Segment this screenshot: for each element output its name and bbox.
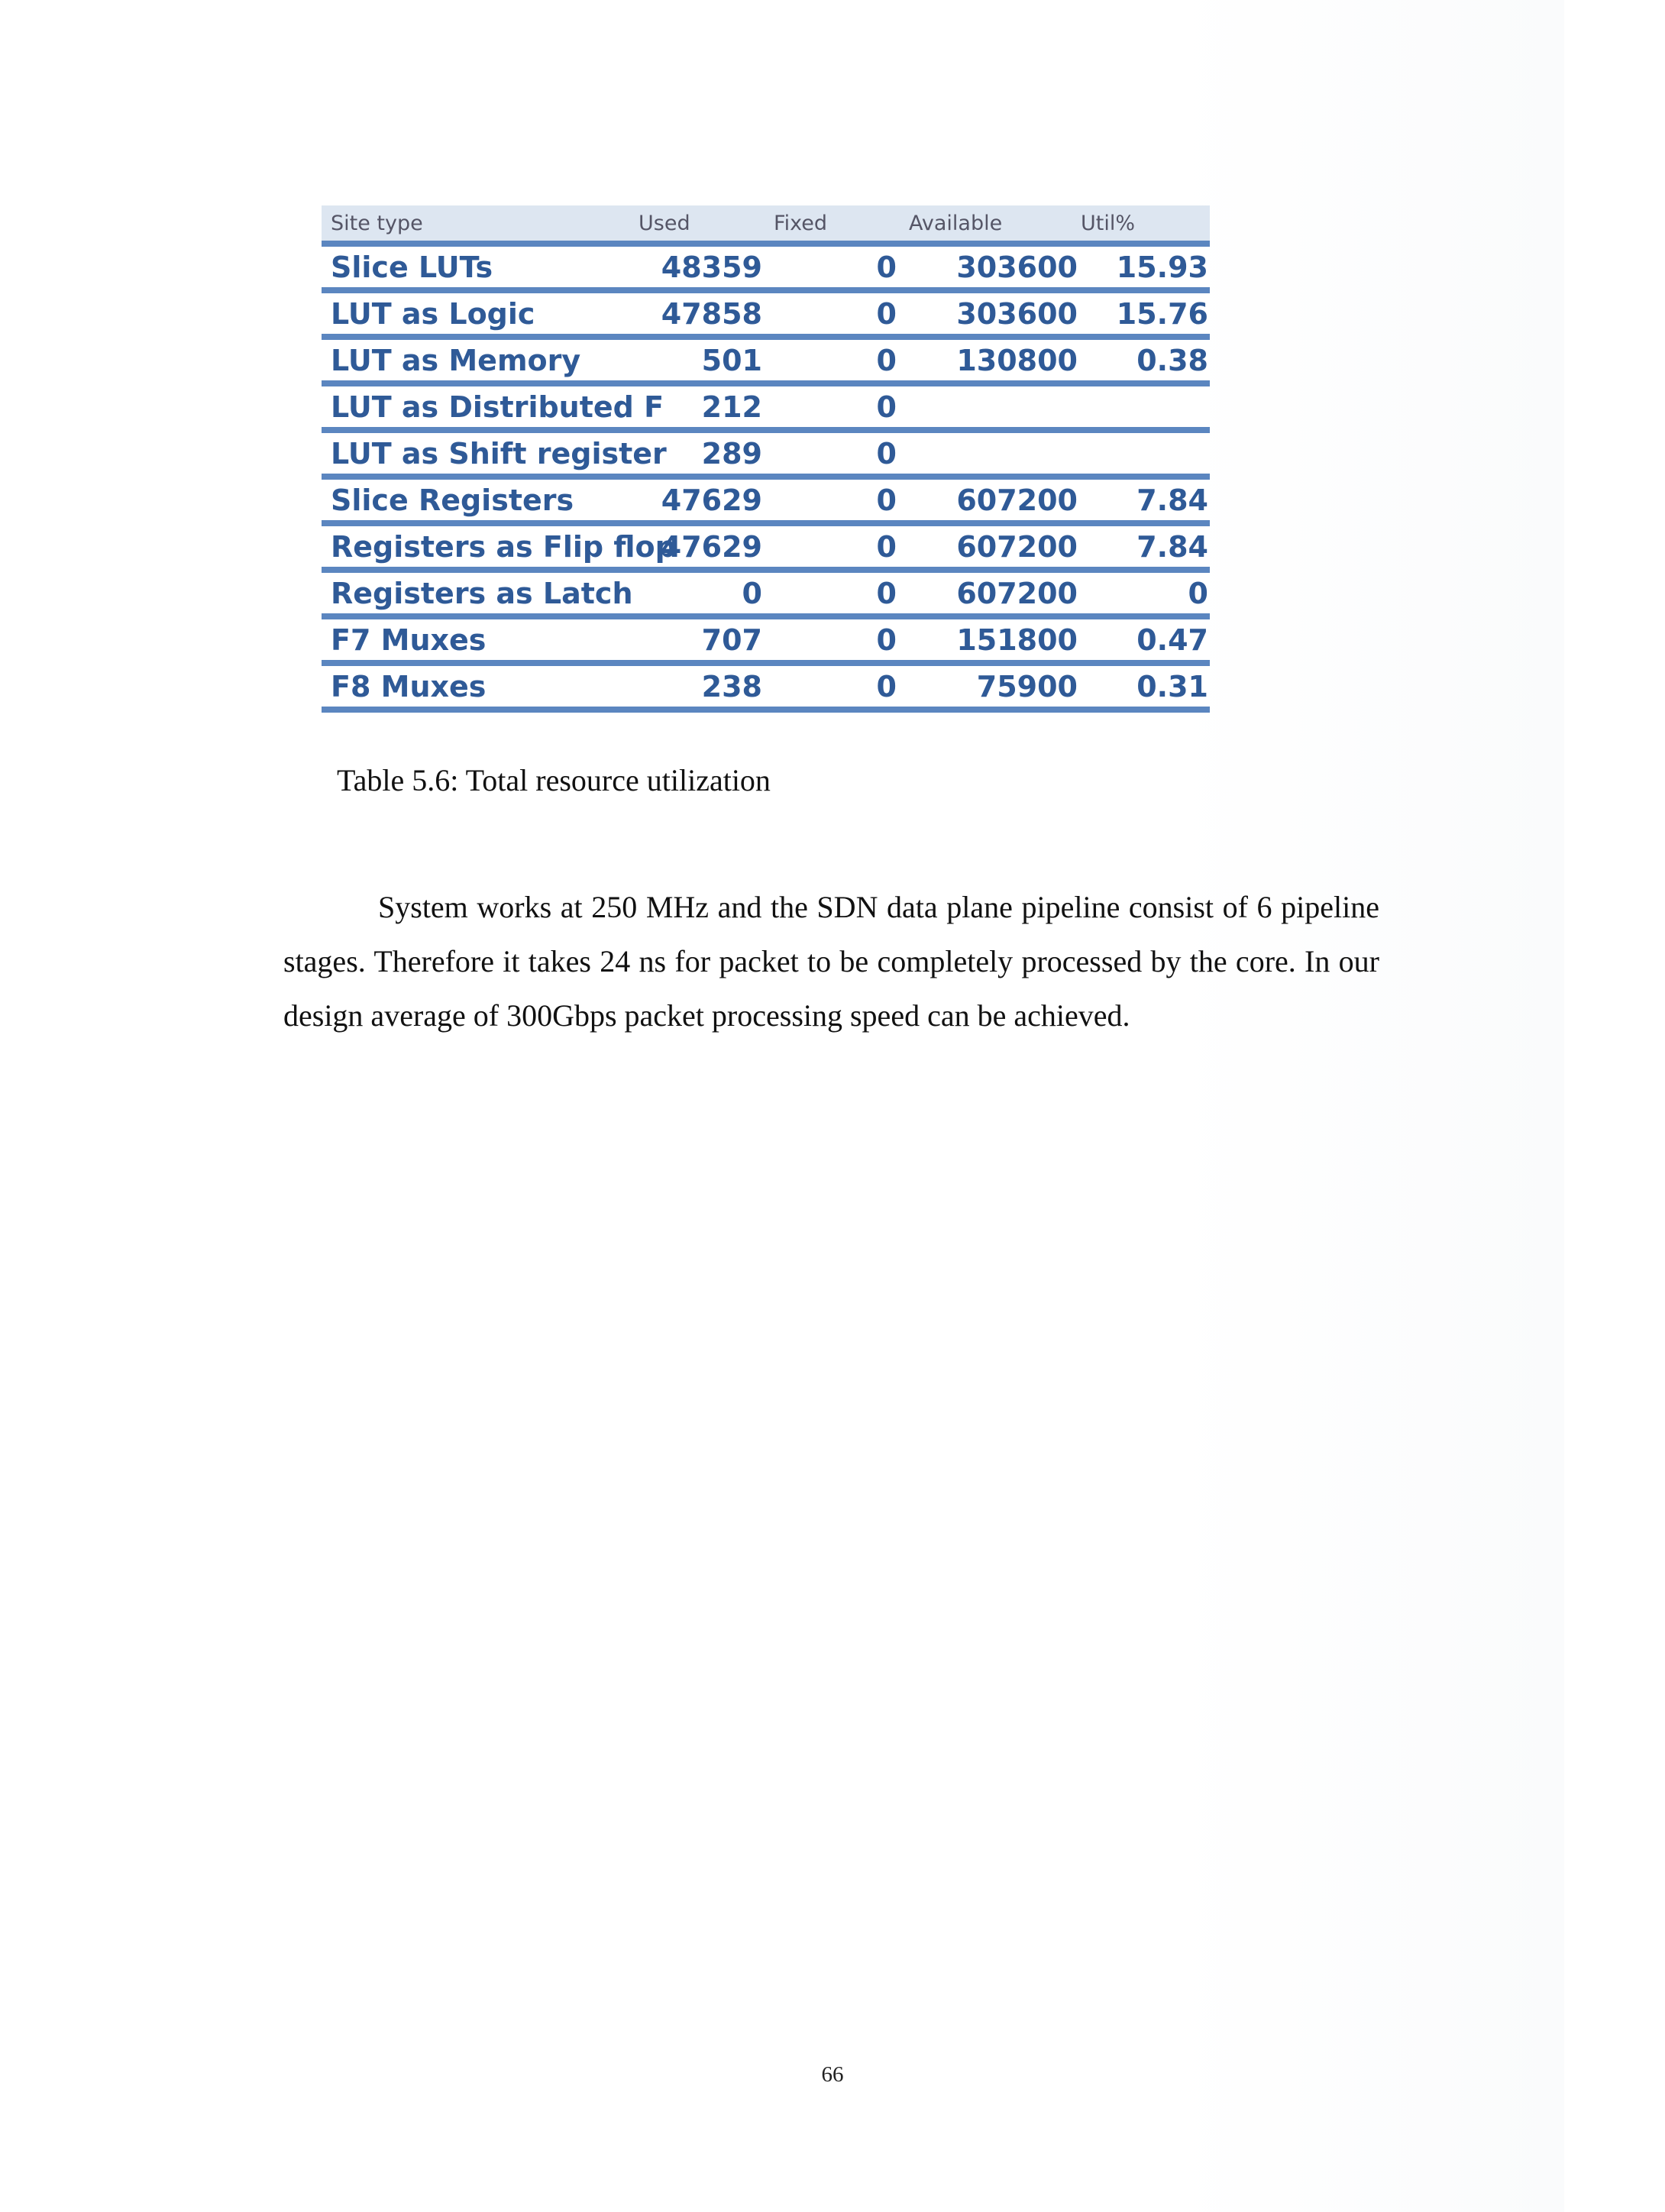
cell-used: 47629 bbox=[661, 483, 762, 517]
cell-util-percent: 0.31 bbox=[1136, 669, 1208, 703]
cell-util-percent: 15.76 bbox=[1116, 296, 1208, 331]
cell-available: 303600 bbox=[956, 250, 1078, 284]
cell-site-type: LUT as Distributed F bbox=[331, 390, 664, 424]
page-number: 66 bbox=[821, 2062, 844, 2087]
cell-fixed: 0 bbox=[876, 250, 897, 284]
cell-available: 607200 bbox=[956, 576, 1078, 610]
header-util-percent: Util% bbox=[1081, 211, 1136, 235]
cell-fixed: 0 bbox=[876, 576, 897, 610]
cell-site-type: LUT as Shift register bbox=[331, 436, 667, 471]
cell-util-percent: 7.84 bbox=[1136, 529, 1208, 564]
cell-used: 289 bbox=[701, 436, 762, 471]
table-row bbox=[322, 247, 1210, 293]
cell-fixed: 0 bbox=[876, 390, 897, 424]
header-used: Used bbox=[639, 211, 690, 235]
cell-util-percent: 0.47 bbox=[1136, 623, 1208, 657]
table-row bbox=[322, 293, 1210, 340]
cell-used: 47858 bbox=[661, 296, 762, 331]
cell-fixed: 0 bbox=[876, 529, 897, 564]
cell-fixed: 0 bbox=[876, 343, 897, 377]
table-row bbox=[322, 340, 1210, 386]
body-paragraph: System works at 250 MHz and the SDN data plane pipeline consist of 6 pipeline stages. Therefore it takes 24 ns for packet to be completely processed by the core. In our design average of 300Gbps packet processing speed can be achieved. bbox=[283, 890, 1379, 1033]
cell-site-type: F7 Muxes bbox=[331, 623, 487, 657]
cell-site-type: Slice Registers bbox=[331, 483, 574, 517]
cell-site-type: LUT as Logic bbox=[331, 296, 535, 331]
cell-site-type: F8 Muxes bbox=[331, 669, 487, 703]
table-row bbox=[322, 386, 1210, 433]
table-header-row bbox=[322, 205, 1210, 247]
table-row bbox=[322, 480, 1210, 526]
cell-fixed: 0 bbox=[876, 296, 897, 331]
cell-fixed: 0 bbox=[876, 669, 897, 703]
cell-available: 607200 bbox=[956, 483, 1078, 517]
cell-util-percent: 0 bbox=[1188, 576, 1208, 610]
cell-site-type: LUT as Memory bbox=[331, 343, 581, 377]
cell-used: 47629 bbox=[661, 529, 762, 564]
header-site-type: Site type bbox=[331, 211, 423, 235]
header-available: Available bbox=[909, 211, 1003, 235]
cell-site-type: Slice LUTs bbox=[331, 250, 493, 284]
table-row bbox=[322, 666, 1210, 713]
table-row bbox=[322, 619, 1210, 666]
cell-fixed: 0 bbox=[876, 623, 897, 657]
resource-utilization-table bbox=[322, 205, 1210, 713]
cell-available: 303600 bbox=[956, 296, 1078, 331]
cell-available: 130800 bbox=[956, 343, 1078, 377]
cell-used: 238 bbox=[701, 669, 762, 703]
cell-site-type: Registers as Flip flop bbox=[331, 529, 676, 564]
cell-fixed: 0 bbox=[876, 483, 897, 517]
cell-available: 151800 bbox=[956, 623, 1078, 657]
table-row bbox=[322, 526, 1210, 573]
cell-util-percent: 0.38 bbox=[1136, 343, 1208, 377]
cell-used: 0 bbox=[742, 576, 762, 610]
cell-used: 212 bbox=[701, 390, 762, 424]
cell-util-percent: 15.93 bbox=[1116, 250, 1208, 284]
cell-util-percent: 7.84 bbox=[1136, 483, 1208, 517]
cell-available: 607200 bbox=[956, 529, 1078, 564]
cell-available: 75900 bbox=[976, 669, 1078, 703]
cell-used: 707 bbox=[701, 623, 762, 657]
table-row bbox=[322, 433, 1210, 480]
cell-fixed: 0 bbox=[876, 436, 897, 471]
cell-site-type: Registers as Latch bbox=[331, 576, 633, 610]
table-row bbox=[322, 573, 1210, 619]
header-fixed: Fixed bbox=[774, 211, 827, 235]
cell-used: 501 bbox=[701, 343, 762, 377]
cell-used: 48359 bbox=[661, 250, 762, 284]
table-caption: Table 5.6: Total resource utilization bbox=[337, 763, 771, 797]
